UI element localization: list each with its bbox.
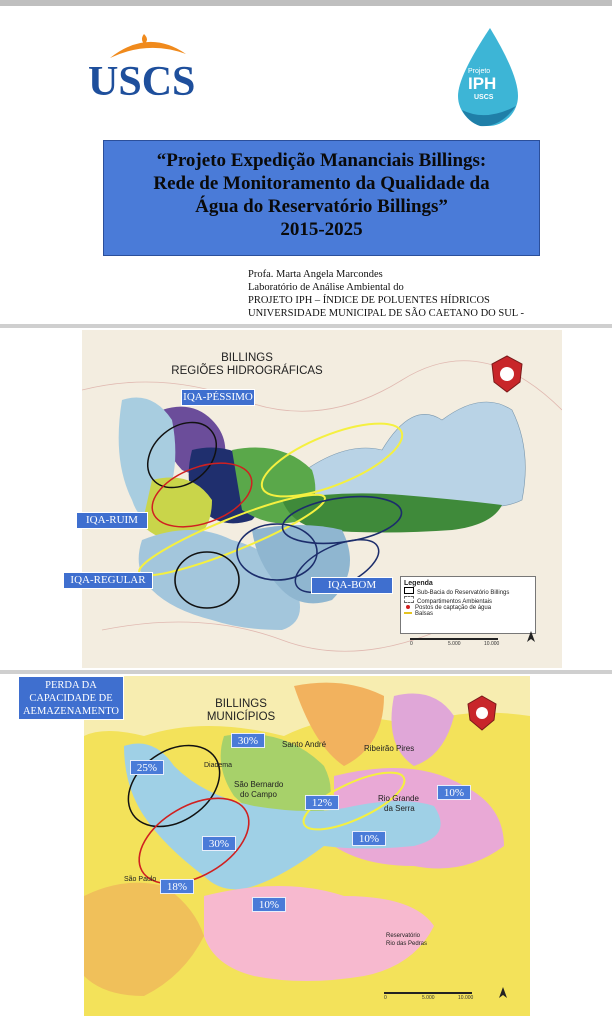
pct-badge: 30% (231, 733, 265, 748)
storage-loss-line2: CAPACIDADE DE (29, 693, 113, 704)
legend-item-2 (404, 596, 532, 605)
map1-scale (410, 638, 500, 648)
credit-line-2: Laboratório de Análise Ambiental do (248, 282, 404, 293)
uscs-logo-text: USCS (88, 59, 196, 105)
pct-badge: 25% (130, 760, 164, 775)
place-ribeirao-pires: Ribeirão Pires (364, 744, 415, 753)
title-line-2: Rede de Monitoramento da Qualidade da (153, 173, 490, 194)
legend-item-1-label: Sub-Bacia do Reservatório Billings (417, 590, 510, 596)
iph-logo-line2: IPH (468, 74, 497, 93)
pct-badge: 10% (352, 831, 386, 846)
uscs-logo (88, 30, 208, 110)
place-sbc (234, 780, 283, 800)
iqa-regular-label: IQA-REGULAR (63, 572, 153, 589)
pct-badge: 10% (252, 897, 286, 912)
legend-title: Legenda (404, 580, 433, 587)
place-rio-pedras (386, 932, 427, 948)
map2-title-line1: BILLINGS (215, 698, 267, 710)
place-rio-pedras-line1: Reservatório (386, 933, 421, 939)
map1-scale-0: 0 (410, 641, 413, 647)
storage-loss-label (18, 676, 124, 720)
map1-title (167, 352, 327, 378)
pct-badge: 18% (160, 879, 194, 894)
north-arrow-icon (524, 630, 538, 644)
title-line-1: “Projeto Expedição Mananciais Billings: (156, 150, 487, 171)
place-rio-grande-line1: Rio Grande (378, 794, 419, 803)
place-sbc-line1: São Bernardo (234, 780, 284, 789)
map2-title-line2: MUNICÍPIOS (206, 711, 276, 723)
divider-2 (0, 670, 612, 674)
pct-badge: 30% (202, 836, 236, 851)
map2-scale-0: 0 (384, 995, 387, 1001)
place-santo-andre: Santo André (282, 740, 327, 749)
iqa-pessimo-label: IQA-PÉSSIMO (181, 389, 255, 406)
iqa-bom-label: IQA-BOM (311, 577, 393, 594)
title-line-3: Água do Reservatório Billings” (195, 196, 448, 217)
state-emblem-icon-2 (464, 694, 500, 732)
legend-item-3-label: Postos de captação de água (415, 605, 492, 611)
divider (0, 324, 612, 328)
storage-loss-line3: AEMAZENAMENTO (22, 706, 120, 717)
map1-scale-10000: 10.000 (484, 641, 500, 647)
pct-badge: 10% (437, 785, 471, 800)
storage-loss-line1: PERDA DA (45, 680, 97, 691)
map1-title-line1: BILLINGS (221, 352, 273, 364)
pct-badge: 12% (305, 795, 339, 810)
iph-logo-line1: Projeto (468, 68, 491, 75)
title-box (103, 140, 540, 256)
map1-scale-5000: 5.000 (448, 641, 461, 647)
place-rio-grande-line2: da Serra (384, 804, 415, 813)
iqa-ruim-label: IQA-RUIM (76, 512, 148, 529)
credit-line-3: PROJETO IPH – ÍNDICE DE POLUENTES HÍDRICOS (248, 295, 490, 306)
legend-item-1 (404, 587, 532, 596)
credit-line-4: UNIVERSIDADE MUNICIPAL DE SÃO CAETANO DO SUL - (248, 308, 524, 319)
map2-scale-5000: 5.000 (422, 995, 435, 1001)
title-line-4: 2015-2025 (280, 219, 363, 240)
legend-item-4-label: Balsas (415, 611, 434, 617)
place-rio-pedras-line2: Rio das Pedras (386, 941, 428, 947)
credits (248, 268, 524, 320)
top-strip (0, 0, 612, 6)
place-diadema: Diadema (204, 762, 233, 769)
map1-legend (400, 576, 536, 634)
iph-logo-line3: USCS (474, 94, 494, 101)
map2-title (186, 698, 296, 724)
credit-line-1: Profa. Marta Angela Marcondes (248, 269, 383, 280)
place-sao-paulo: São Paulo (124, 876, 157, 883)
place-rio-grande (378, 794, 419, 814)
legend-item-4 (404, 611, 532, 617)
map2-scale-10000: 10.000 (458, 995, 474, 1001)
place-sbc-line2: do Campo (240, 790, 277, 799)
map-municipalities (84, 676, 530, 1016)
map-hydrographic-regions (82, 330, 562, 668)
map1-title-line2: REGIÕES HIDROGRÁFICAS (171, 365, 323, 377)
legend-item-2-label: Compartimentos Ambientais (417, 599, 493, 605)
north-arrow-icon-2 (496, 986, 510, 1000)
state-emblem-icon (488, 354, 526, 394)
map2-scale (384, 992, 474, 1002)
iph-logo (450, 26, 522, 132)
